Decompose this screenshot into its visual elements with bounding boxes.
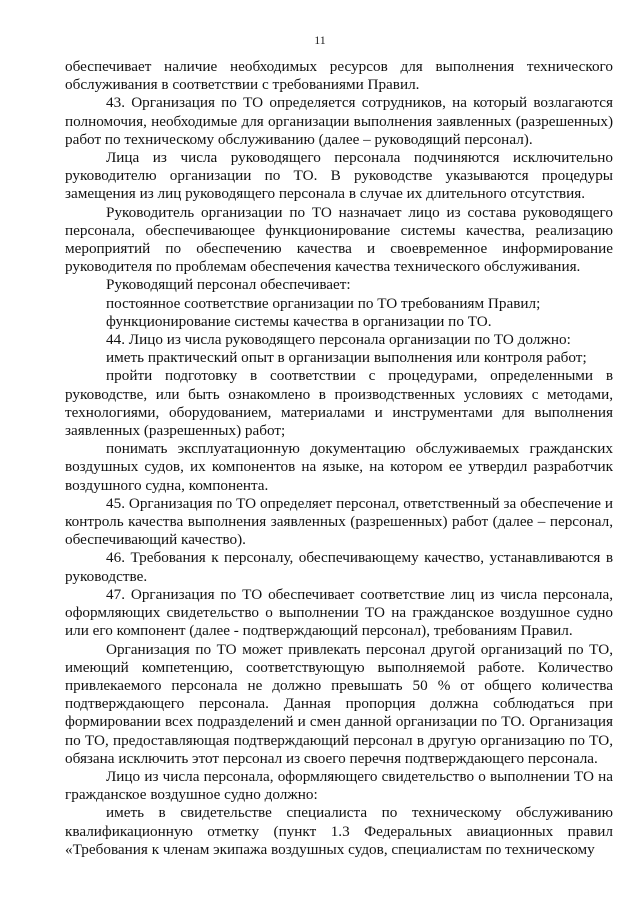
paragraph-management-ensures: Руководящий персонал обеспечивает: — [106, 276, 351, 294]
paragraph-continuation: обеспечивает наличие необходимых ресурсов для выполнения технического обслуживания в соответствии с требованиями Правил. — [65, 58, 613, 94]
list-item-quality-system: функционирование системы качества в организации по ТО. — [106, 312, 492, 330]
list-item-experience: иметь практический опыт в организации выполнения или контроля работ; — [106, 349, 587, 367]
paragraph-clause-47: 47. Организация по ТО обеспечивает соответствие лиц из числа персонала, оформляющих свидетельство о выполнении ТО на гражданское воздушное судно или его компонент (далее - подтверждающий персонал), требованиям Правил. — [65, 585, 613, 640]
paragraph-clause-43: 43. Организация по ТО определяется сотрудников, на который возлагаются полномочия, необходимые для организации выполнения заявленных (разрешенных) работ по техническому обслуживанию (далее – руководящий персонал). — [65, 94, 613, 148]
list-item-training: пройти подготовку в соответствии с процедурами, определенными в руководстве, или быть ознакомлено в производственных условиях с методами, технологиями, оборудованием, материалами и инструментами для выполнения заявленных (разрешенных) работ; — [65, 367, 613, 440]
list-item-license: иметь в свидетельстве специалиста по техническому обслуживанию квалификационную отметку (пункт 1.3 Федеральных авиационных правил «Требования к членам экипажа воздушных судов, специалистам по техническому — [65, 804, 613, 858]
paragraph-management-subordination: Лица из числа руководящего персонала подчиняются исключительно руководителю организации по ТО. В руководстве указываются процедуры замещения из лиц руководящего персонала в случае их длительного отсутствия. — [65, 149, 613, 203]
paragraph-external-personnel: Организация по ТО может привлекать персонал другой организаций по ТО, имеющий компетенцию, соответствующую выполняемой работе. Количество привлекаемого персонала не должно превышать 50 % от общего количества подтверждающего персонала. Данная пропорция должна соблюдаться при формировании всех подразделений и смен данной организации по ТО. Организация по ТО, предоставляющая подтверждающий персонал в другую организацию по ТО, обязана исключить этот персонал из своего перечня подтверждающего персонала. — [65, 640, 613, 767]
list-item-compliance: постоянное соответствие организации по ТО требованиям Правил; — [106, 294, 541, 312]
document-body — [65, 58, 613, 859]
paragraph-clause-45: 45. Организация по ТО определяет персонал, ответственный за обеспечение и контроль качества выполнения заявленных (разрешенных) работ (далее – персонал, обеспечивающий качество). — [65, 494, 613, 549]
paragraph-clause-46: 46. Требования к персоналу, обеспечивающему качество, устанавливаются в руководстве. — [65, 549, 613, 585]
page-number: 11 — [314, 33, 326, 47]
paragraph-certifying-person: Лицо из числа персонала, оформляющего свидетельство о выполнении ТО на гражданское воздушное судно должно: — [65, 767, 613, 804]
list-item-documentation: понимать эксплуатационную документацию обслуживаемых гражданских воздушных судов, их компонентов на языке, на котором ее утвердил разработчик воздушного судна, компонента. — [65, 440, 613, 494]
paragraph-clause-44: 44. Лицо из числа руководящего персонала организации по ТО должно: — [106, 331, 571, 349]
paragraph-quality-manager: Руководитель организации по ТО назначает лицо из состава руководящего персонала, обеспечивающее функционирование системы качества, реализацию мероприятий по обеспечению качества и своевременное информирование руководителя по проблемам обеспечения качества технического обслуживания. — [65, 203, 613, 276]
